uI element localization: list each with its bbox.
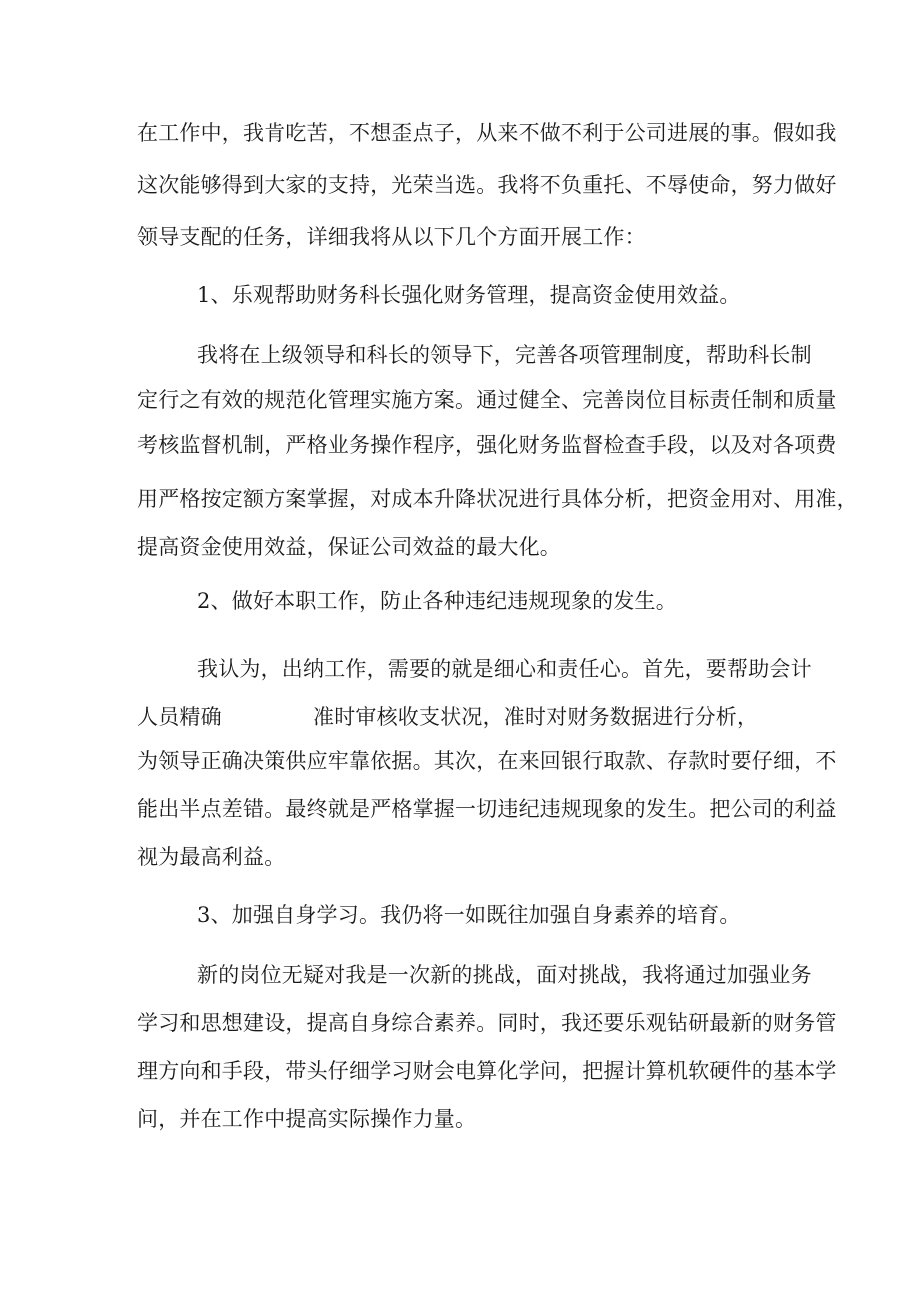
paragraph-line: 用严格按定额方案掌握，对成本升降状况进行具体分析，把资金用对、用准， [137, 487, 858, 511]
paragraph-line: 我认为，出纳工作，需要的就是细心和责任心。首先，要帮助会计 [197, 657, 812, 681]
paragraph-line: 我将在上级领导和科长的领导下，完善各项管理制度，帮助科长制 [197, 343, 812, 367]
paragraph-line: 提高资金使用效益，保证公司效益的最大化。 [137, 535, 561, 559]
paragraph-line: 视为最高利益。 [137, 845, 286, 869]
paragraph-line: 学习和思想建设，提高自身综合素养。同时，我还要乐观钻研最新的财务管 [137, 1011, 837, 1035]
paragraph-line: 定行之有效的规范化管理实施方案。通过健全、完善岗位目标责任制和质量 [137, 388, 837, 412]
paragraph-line: 在工作中，我肯吃苦，不想歪点子，从来不做不利于公司进展的事。假如我 [137, 121, 837, 145]
paragraph-line: 问，并在工作中提高实际操作力量。 [137, 1107, 477, 1131]
paragraph-line: 为领导正确决策供应牢靠依据。其次，在来回银行取款、存款时要仔细，不 [137, 749, 837, 773]
paragraph-line: 领导支配的任务，详细我将从以下几个方面开展工作： [137, 225, 646, 249]
paragraph-line: 理方向和手段，带头仔细学习财会电算化学问，把握计算机软硬件的基本学 [137, 1059, 837, 1083]
paragraph-line: 这次能够得到大家的支持，光荣当选。我将不负重托、不辱使命，努力做好 [137, 173, 837, 197]
paragraph-line: 考核监督机制，严格业务操作程序，强化财务监督检查手段，以及对各项费 [137, 433, 837, 457]
paragraph-line-part-b: 准时审核收支状况，准时对财务数据进行分析， [313, 705, 759, 729]
paragraph-line: 新的岗位无疑对我是一次新的挑战，面对挑战，我将通过加强业务 [197, 963, 812, 987]
section-heading-2: 2、做好本职工作，防止各种违纪违规现象的发生。 [197, 589, 677, 613]
paragraph-line-part-a: 人员精确 [137, 705, 222, 729]
paragraph-line: 能出半点差错。最终就是严格掌握一切违纪违规现象的发生。把公司的利益 [137, 797, 837, 821]
section-heading-3: 3、加强自身学习。我仍将一如既往加强自身素养的培育。 [197, 903, 741, 927]
section-heading-1: 1、乐观帮助财务科长强化财务管理，提高资金使用效益。 [197, 283, 741, 307]
